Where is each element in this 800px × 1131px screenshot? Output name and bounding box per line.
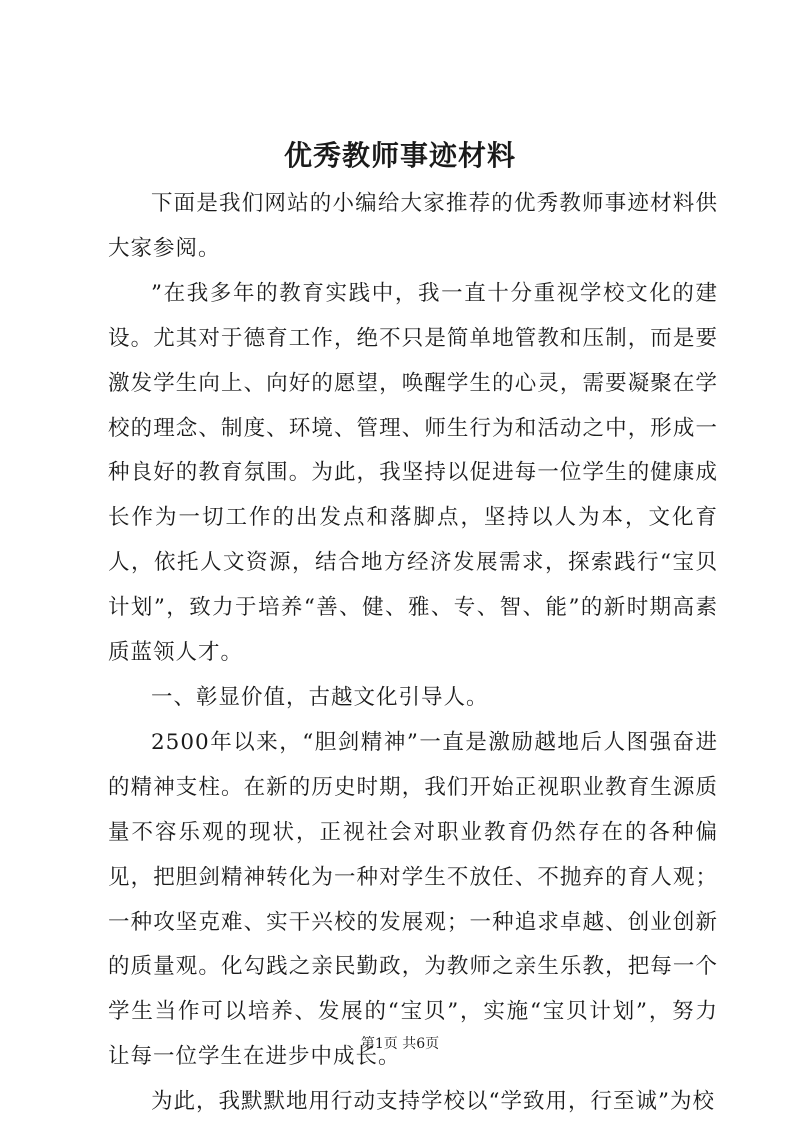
paragraph-intro: 下面是我们网站的小编给大家推荐的优秀教师事迹材料供大家参阅。 [108,191,718,261]
paragraph-heading-one: 一、彰显价值，古越文化引导人。 [151,684,489,710]
paragraph-continuation: 为此，我默默地用行动支持学校以“学致用，行至诚”为校 [151,1089,715,1115]
page-footer: 第1页 共6页 [360,1036,440,1052]
paragraph-spirit: 2500年以来，“胆剑精神”一直是激励越地后人图强奋进的精神支柱。在新的历史时期，我们开始正视职业教育生源质量不容乐观的现状，正视社会对职业教育仍然存在的各种偏见，把胆剑精神转化为一种对学生不放任、不抛弃的育人观；一种攻坚克难、实干兴校的发展观；一种追求卓越、创业创新的质量观。化勾践之亲民勤政，为教师之亲生乐教，把每一个学生当作可以培养、发展的“宝贝”，实施“宝贝计划”，努力让每一位学生在进步中成长。 [108,729,718,1070]
document-body [108,182,718,1125]
document-title: 优秀教师事迹材料 [283,139,516,172]
paragraph-culture: ”在我多年的教育实践中，我一直十分重视学校文化的建设。尤其对于德育工作，绝不只是简单地管教和压制，而是要激发学生向上、向好的愿望，唤醒学生的心灵，需要凝聚在学校的理念、制度、环境、管理、师生行为和活动之中，形成一种良好的教育氛围。为此，我坚持以促进每一位学生的健康成长作为一切工作的出发点和落脚点，坚持以人为本，文化育人，依托人文资源，结合地方经济发展需求，探索践行“宝贝计划”，致力于培养“善、健、雅、专、智、能”的新时期高素质蓝领人才。 [108,280,718,666]
